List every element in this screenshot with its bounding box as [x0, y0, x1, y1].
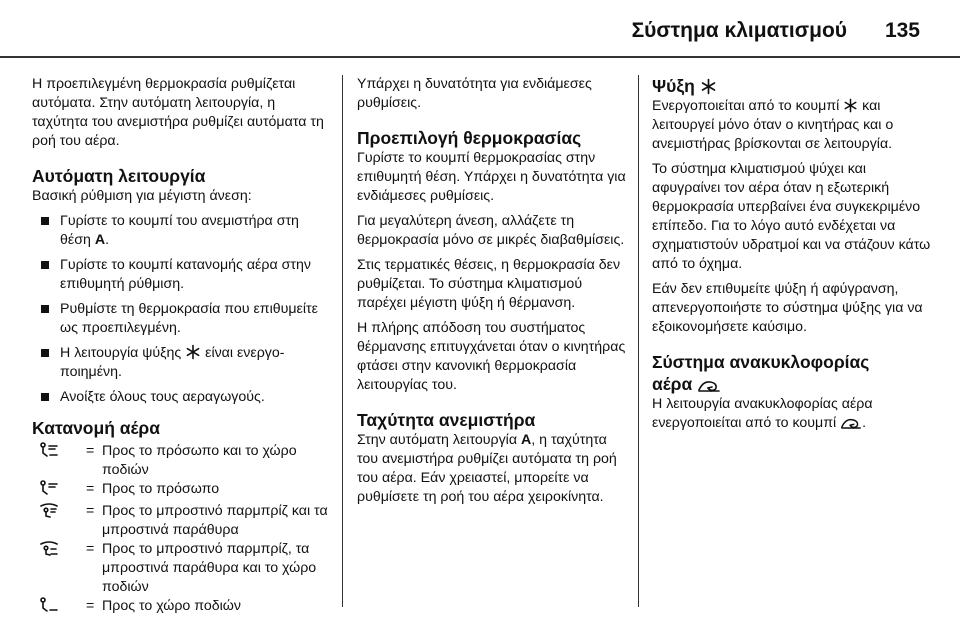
air-face-feet-icon	[38, 442, 60, 458]
list-item: Γυρίστε το κουμπί κατανομής αέρα στην επιθυμητή ρύθμιση.	[32, 256, 332, 294]
paragraph: Η λειτουργία ανακυκλοφορίας αέρα ενεργοποιείται από το κουμπί .	[652, 396, 873, 431]
heading-fan-speed: Ταχύτητα ανεμιστήρα	[357, 410, 536, 430]
bullet-square-icon	[41, 305, 49, 313]
paragraph: Η πλήρης απόδοση του συστήματος θέρμανσης επιτυγχάνεται όταν ο κινητήρας φτάσει στην κανονική θερμοκρασία λειτουργίας του.	[357, 320, 626, 393]
paragraph: Ενεργοποιείται από το κουμπί και λειτουργεί μόνο όταν ο κινητήρας και ο ανεμιστήρας βρίσκονται σε λειτουργία.	[652, 98, 894, 152]
list-item: = Προς το πρόσωπο	[32, 480, 332, 502]
column-middle	[357, 75, 627, 513]
intro-paragraph: Η προεπιλεγμένη θερμοκρασία ρυθμίζεται αυτόματα. Στην αυτόματη λειτουργία, η ταχύτητα του ανεμιστήρα ρυθμίζει αυτόματα τη ροή του αέρα.	[32, 76, 324, 149]
air-windscreen-feet-icon	[38, 540, 60, 556]
recirculation-icon	[840, 415, 862, 430]
paragraph: Στην αυτόματη λειτουργία A, η ταχύτητα του ανεμιστήρα ρυθμίζει αυτόματα τη ροή του αέρα. Εάν χρειαστεί, μπορείτε να ρυθμίσετε τη ροή του αέρα χειροκίνητα.	[357, 432, 617, 505]
paragraph: Γυρίστε το κουμπί θερμοκρασίας στην επιθυμητή θέση. Υπάρχει η δυνατότητα για ενδιάμεσες ρυθμίσεις.	[357, 150, 626, 204]
heading-cooling: Ψύξη	[652, 75, 932, 97]
page-title: Σύστημα κλιματισμού	[631, 19, 847, 42]
list-item: Ρυθμίστε τη θερμοκρασία που επιθυμείτε ως προεπιλεγμένη.	[32, 300, 332, 338]
heading-air-distribution: Κατανομή αέρα	[32, 418, 160, 438]
bullet-square-icon	[41, 393, 49, 401]
bullet-square-icon	[41, 349, 49, 357]
air-windscreen-icon	[38, 502, 60, 518]
heading-temperature-preset: Προεπιλογή θερμοκρασίας	[357, 128, 582, 148]
paragraph: Υπάρχει η δυνατότητα για ενδιάμεσες ρυθμίσεις.	[357, 76, 592, 111]
list-item: Γυρίστε το κουμπί του ανεμιστήρα στη θέση A.	[32, 212, 332, 250]
column-divider	[638, 75, 639, 607]
list-item: = Προς το μπροστινό παρμπρίζ, τα μπροστινά παράθυρα και το χώρο ποδιών	[32, 540, 332, 597]
paragraph: Στις τερματικές θέσεις, η θερμοκρασία δεν ρυθμίζεται. Το σύστημα κλιματισμού παρέχει μέγιστη ψύξη ή θέρμανση.	[357, 257, 621, 311]
air-face-icon	[38, 480, 60, 496]
paragraph: Για μεγαλύτερη άνεση, αλλάζετε τη θερμοκρασία μόνο σε μικρές διαβαθμίσεις.	[357, 213, 625, 248]
page-header	[0, 0, 960, 56]
page-number: 135	[884, 19, 920, 42]
bullet-square-icon	[41, 217, 49, 225]
snowflake-icon	[700, 78, 717, 95]
snowflake-icon	[843, 98, 858, 113]
bullet-square-icon	[41, 261, 49, 269]
heading-recirculation: Σύστημα ανακυκλοφορίας αέρα	[652, 352, 870, 394]
list-item: = Προς το πρόσωπο και το χώρο ποδιών	[32, 442, 332, 480]
recirculation-icon	[697, 377, 721, 393]
list-item: = Προς το χώρο ποδιών	[32, 597, 332, 619]
list-item: Η λειτουργία ψύξης είναι ενεργοποιημένη.	[32, 344, 332, 382]
column-divider	[342, 75, 343, 607]
auto-steps-list	[32, 212, 332, 407]
column-left	[32, 75, 332, 619]
header-rule	[0, 56, 960, 58]
auto-intro: Βασική ρύθμιση για μέγιστη άνεση:	[32, 188, 252, 204]
heading-auto-mode: Αυτόματη λειτουργία	[32, 166, 206, 186]
list-item: Ανοίξτε όλους τους αεραγωγούς.	[32, 388, 332, 407]
air-feet-icon	[38, 597, 60, 613]
air-distribution-list	[32, 442, 332, 619]
snowflake-icon	[185, 344, 201, 360]
paragraph: Το σύστημα κλιματισμού ψύχει και αφυγραίνει τον αέρα όταν η εξωτερική θερμοκρασία υπερβαίνει ένα συγκεκριμένο επίπεδο. Για το λόγο αυτό ενδέχεται να σχηματιστούν υδρατμοί και να στάζουν κάτω από το όχημα.	[652, 161, 931, 272]
column-right	[652, 75, 932, 439]
list-item: = Προς το μπροστινό παρμπρίζ και τα μπροστινά παράθυρα	[32, 502, 332, 540]
paragraph: Εάν δεν επιθυμείτε ψύξη ή αφύγρανση, απενεργοποιήστε το σύστημα ψύξης για να εξοικονομήσετε καύσιμο.	[652, 281, 923, 335]
